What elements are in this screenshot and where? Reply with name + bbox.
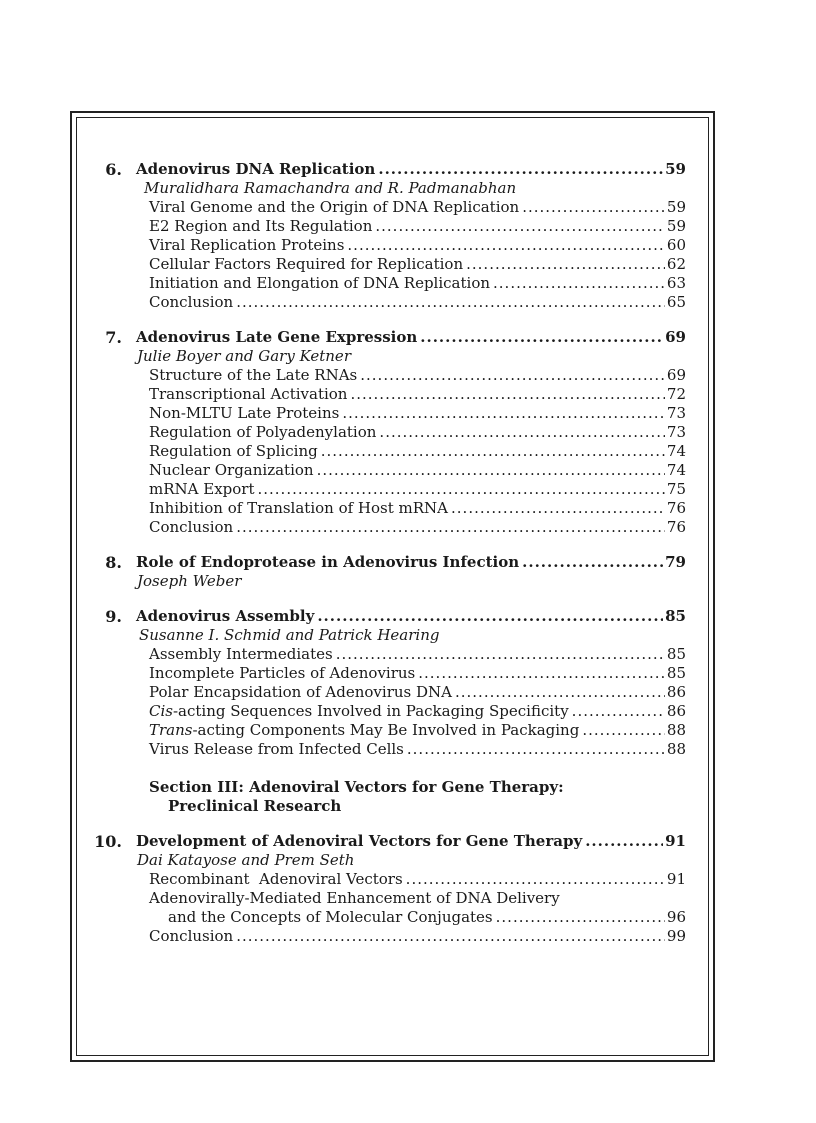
page-number: 59: [666, 198, 686, 216]
toc-entry[interactable]: [149, 480, 686, 499]
page-number: 79: [665, 553, 686, 571]
entry-title: Conclusion: [149, 927, 234, 945]
toc-entry[interactable]: [149, 217, 686, 236]
entry-title: Assembly Intermediates: [149, 645, 333, 663]
leader-dots: [236, 927, 665, 946]
leader-dots: [466, 255, 665, 274]
page-number: 69: [666, 366, 686, 384]
entry-title: Viral Replication Proteins: [149, 236, 345, 254]
leader-dots: [336, 645, 665, 664]
entry-title: Initiation and Elongation of DNA Replication: [149, 274, 491, 292]
leader-dots: [407, 740, 665, 759]
entry-title: Structure of the Late RNAs: [149, 366, 358, 384]
leader-dots: [236, 518, 665, 537]
leader-dots: [257, 480, 664, 499]
chapter-title: Adenovirus DNA Replication: [136, 160, 376, 178]
entry-title: Inhibition of Translation of Host mRNA: [149, 499, 449, 517]
leader-dots: [496, 908, 665, 927]
page-number: 65: [666, 293, 686, 311]
page-number: 60: [666, 236, 686, 254]
chapter-authors: Susanne I. Schmid and Patrick Hearing: [139, 626, 440, 644]
leader-dots: [378, 160, 663, 179]
chapter-row[interactable]: [136, 553, 686, 572]
toc-entry[interactable]: [149, 385, 686, 404]
toc-entry[interactable]: [149, 293, 686, 312]
leader-dots: [572, 702, 665, 721]
toc-entry[interactable]: [149, 499, 686, 518]
toc-entry[interactable]: [149, 927, 686, 946]
section-heading: Section III: Adenoviral Vectors for Gene Therapy:: [149, 778, 564, 796]
chapter-title: Adenovirus Late Gene Expression: [136, 328, 418, 346]
toc-entry-continued[interactable]: [168, 908, 686, 927]
leader-dots: [379, 423, 664, 442]
section-heading-continued: Preclinical Research: [168, 797, 342, 815]
chapter-number: 6.: [105, 160, 122, 179]
page-number: 59: [666, 217, 686, 235]
toc-entry[interactable]: [149, 404, 686, 423]
entry-title: E2 Region and Its Regulation: [149, 217, 373, 235]
chapter-title: Role of Endoprotease in Adenovirus Infection: [136, 553, 520, 571]
leader-dots: [360, 366, 665, 385]
chapter-number: 10.: [94, 832, 122, 851]
leader-dots: [420, 328, 663, 347]
entry-title: Viral Genome and the Origin of DNA Replication: [149, 198, 520, 216]
page-number: 88: [666, 721, 686, 739]
toc-entry[interactable]: [149, 740, 686, 759]
toc-entry[interactable]: [149, 366, 686, 385]
page-number: 63: [666, 274, 686, 292]
leader-dots: [317, 461, 665, 480]
page-number: 74: [666, 461, 686, 479]
toc-entry[interactable]: [149, 721, 686, 740]
entry-title: Regulation of Splicing: [149, 442, 318, 460]
toc-entry[interactable]: [149, 702, 686, 721]
toc-entry[interactable]: [149, 442, 686, 461]
page-number: 76: [666, 499, 686, 517]
page-number: 91: [665, 832, 686, 850]
entry-title: Transcriptional Activation: [149, 385, 348, 403]
leader-dots: [585, 832, 663, 851]
entry-title: Conclusion: [149, 518, 234, 536]
toc-entry[interactable]: [149, 870, 686, 889]
page-number: 72: [666, 385, 686, 403]
chapter-number: 8.: [105, 553, 122, 572]
chapter-row[interactable]: [136, 328, 686, 347]
page-number: 69: [665, 328, 686, 346]
leader-dots: [347, 236, 665, 255]
toc-entry[interactable]: [149, 664, 686, 683]
page-number: 99: [666, 927, 686, 945]
entry-title: Regulation of Polyadenylation: [149, 423, 377, 441]
entry-title-rest: -acting Components May Be Involved in Packaging: [192, 721, 580, 739]
leader-dots: [236, 293, 665, 312]
entry-title: Non-MLTU Late Proteins: [149, 404, 340, 422]
entry-title: Polar Encapsidation of Adenovirus DNA: [149, 683, 452, 701]
toc-entry[interactable]: [149, 198, 686, 217]
chapter-authors: Dai Katayose and Prem Seth: [137, 851, 355, 869]
leader-dots: [406, 870, 665, 889]
leader-dots: [342, 404, 665, 423]
leader-dots: [418, 664, 665, 683]
chapter-authors: Joseph Weber: [137, 572, 242, 590]
toc-entry[interactable]: [149, 236, 686, 255]
leader-dots: [375, 217, 665, 236]
toc-entry[interactable]: [149, 518, 686, 537]
chapter-title: Development of Adenoviral Vectors for Gene Therapy: [136, 832, 583, 850]
chapter-authors: Muralidhara Ramachandra and R. Padmanabhan: [144, 179, 517, 197]
entry-title: [149, 702, 569, 721]
page-number: 85: [666, 664, 686, 682]
chapter-row[interactable]: [136, 160, 686, 179]
page-number: 73: [666, 423, 686, 441]
leader-dots: [350, 385, 664, 404]
entry-title: Cellular Factors Required for Replication: [149, 255, 464, 273]
leader-dots: [582, 721, 665, 740]
entry-title: Adenovirally-Mediated Enhancement of DNA Delivery: [149, 889, 560, 907]
chapter-number: 7.: [105, 328, 122, 347]
leader-dots: [451, 499, 665, 518]
toc-entry[interactable]: [149, 461, 686, 480]
page-number: 88: [666, 740, 686, 758]
entry-title: mRNA Export: [149, 480, 255, 498]
entry-title: Virus Release from Infected Cells: [149, 740, 404, 758]
chapter-row[interactable]: [136, 832, 686, 851]
entry-title-italic: Trans: [149, 721, 193, 739]
page-number: 74: [666, 442, 686, 460]
entry-title: Recombinant Adenoviral Vectors: [149, 870, 403, 888]
leader-dots: [522, 553, 663, 572]
entry-title-italic: Cis: [149, 702, 173, 720]
toc-entry[interactable]: [149, 683, 686, 702]
chapter-number: 9.: [105, 607, 122, 626]
entry-title-rest: -acting Sequences Involved in Packaging Specificity: [172, 702, 569, 720]
entry-title: Conclusion: [149, 293, 234, 311]
leader-dots: [493, 274, 665, 293]
chapter-authors: Julie Boyer and Gary Ketner: [137, 347, 351, 365]
toc-entry[interactable]: [149, 274, 686, 293]
entry-title: Nuclear Organization: [149, 461, 314, 479]
entry-title: [149, 721, 579, 740]
page-number: 91: [666, 870, 686, 888]
page-number: 85: [665, 607, 686, 625]
leader-dots: [321, 442, 665, 461]
page-number: 76: [666, 518, 686, 536]
leader-dots: [317, 607, 663, 626]
page-number: 96: [666, 908, 686, 926]
page-number: 86: [666, 702, 686, 720]
page-number: 75: [666, 480, 686, 498]
page-number: 59: [665, 160, 686, 178]
leader-dots: [455, 683, 665, 702]
chapter-row[interactable]: [136, 607, 686, 626]
page-number: 62: [666, 255, 686, 273]
toc-entry[interactable]: [149, 423, 686, 442]
entry-title: Incomplete Particles of Adenovirus: [149, 664, 416, 682]
page-number: 73: [666, 404, 686, 422]
entry-title: and the Concepts of Molecular Conjugates: [168, 908, 493, 926]
toc-entry[interactable]: [149, 645, 686, 664]
toc-entry[interactable]: [149, 255, 686, 274]
chapter-title: Adenovirus Assembly: [136, 607, 315, 625]
leader-dots: [522, 198, 665, 217]
page-number: 86: [666, 683, 686, 701]
page-number: 85: [666, 645, 686, 663]
toc-entry[interactable]: [149, 889, 686, 908]
